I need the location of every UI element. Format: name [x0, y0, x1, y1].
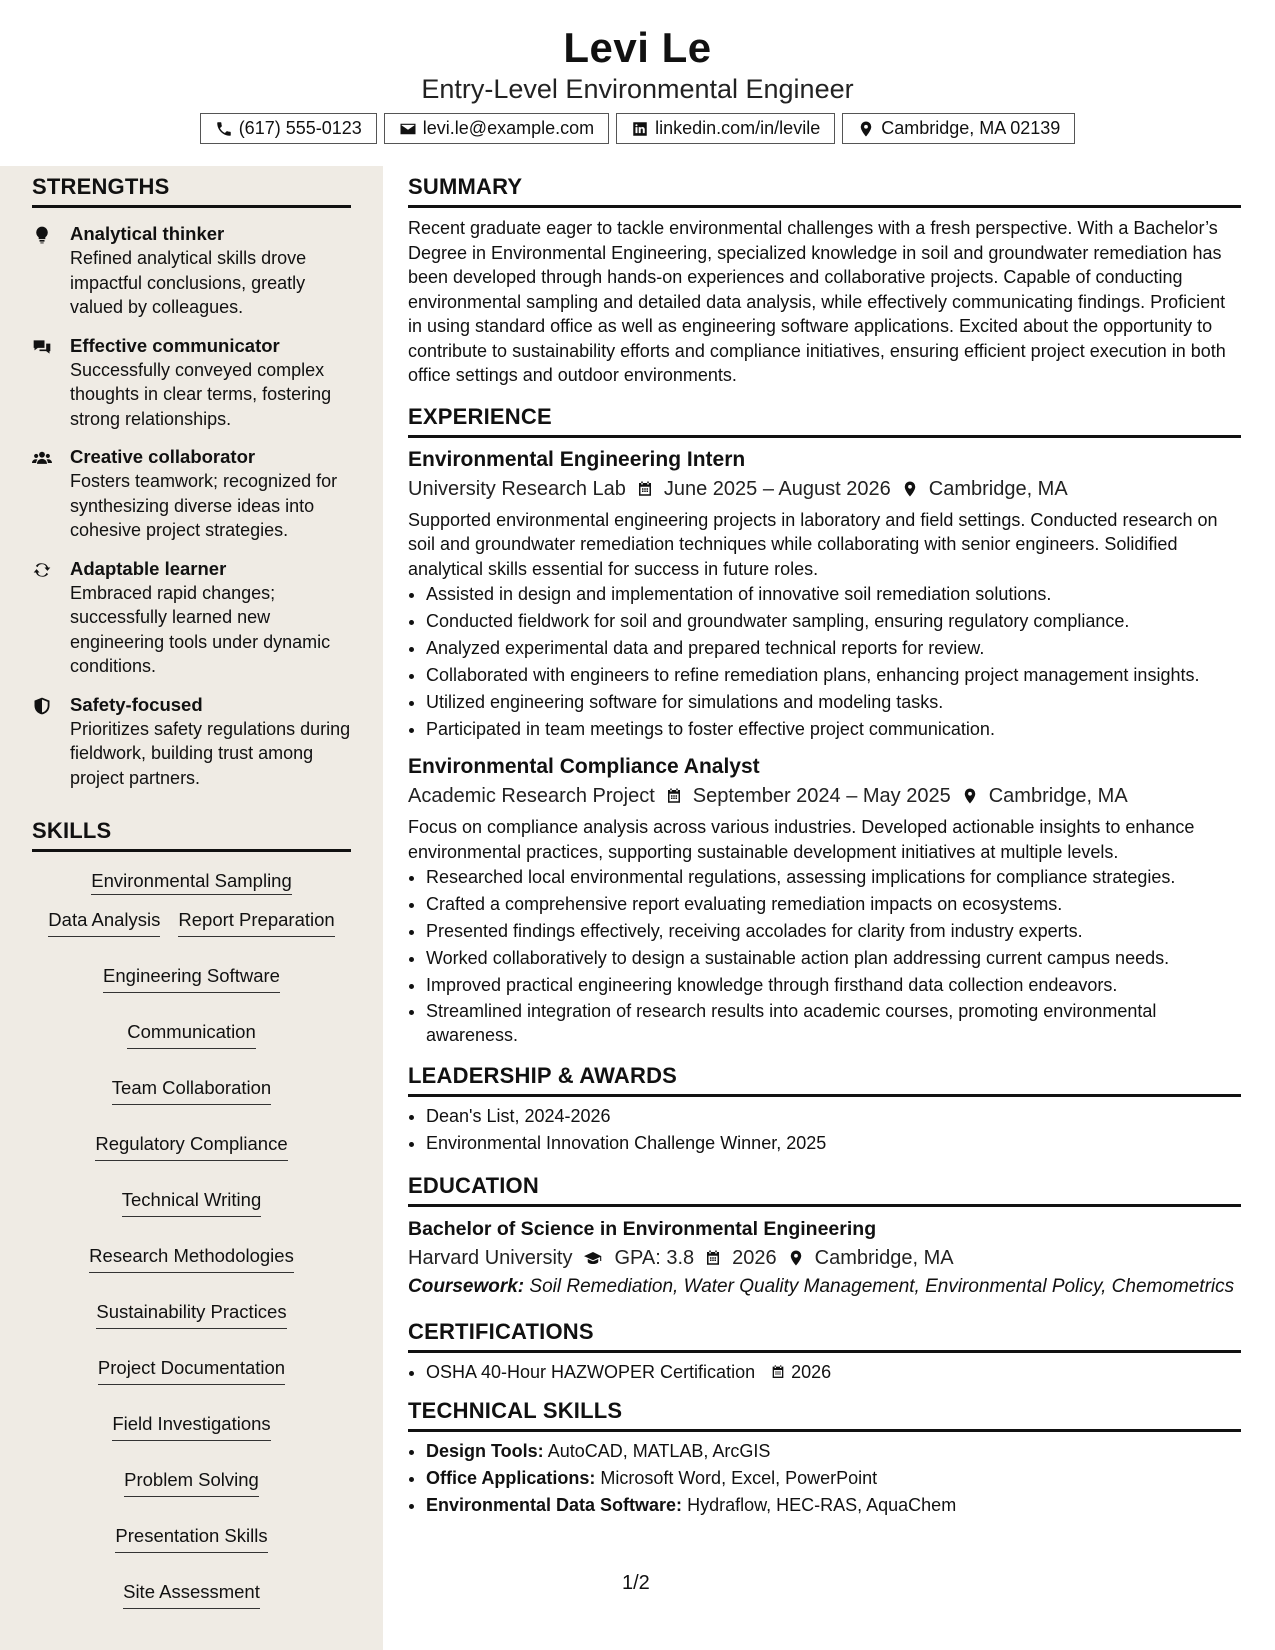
strength-title: Adaptable learner [70, 557, 227, 579]
contact-email[interactable] [384, 113, 609, 144]
contact-phone[interactable] [200, 113, 377, 144]
job-org: Academic Research Project [408, 785, 655, 807]
tech-value: AutoCAD, MATLAB, ArcGIS [547, 1441, 771, 1461]
certifications-list [408, 1359, 1241, 1386]
leadership-list [408, 1103, 1241, 1157]
list-item: • Dean's List, 2024-2026 [426, 1103, 1241, 1130]
shield-icon [32, 696, 52, 716]
strength-item [32, 693, 351, 791]
list-item: • Analyzed experimental data and prepared technical reports for review. [426, 635, 1241, 662]
envelope-icon [399, 120, 417, 138]
education-title: EDUCATION [408, 1173, 1241, 1207]
job-location: Cambridge, MA [988, 785, 1128, 807]
coursework-label: Coursework: [408, 1276, 525, 1297]
job-dates: September 2024 – May 2025 [692, 785, 951, 807]
list-item: • Presented findings effectively, receiving accolades for clarity from industry experts. [426, 918, 1241, 945]
job-bullets [408, 864, 1241, 1047]
strength-item [32, 445, 351, 543]
leadership-section [408, 1063, 1241, 1157]
contact-email-text: levi.le@example.com [422, 118, 595, 138]
skill-tag: Communication [127, 1019, 256, 1049]
skill-tag: Technical Writing [122, 1187, 262, 1217]
tech-label: Design Tools: [426, 1441, 544, 1461]
degree-title: Bachelor of Science in Environmental Engineering [408, 1218, 877, 1240]
list-item: • Crafted a comprehensive report evaluating remediation impacts on ecosystems. [426, 891, 1241, 918]
job-title: Environmental Compliance Analyst [408, 755, 760, 778]
list-item: • Researched local environmental regulations, assessing implications for compliance strategies. [426, 864, 1241, 891]
list-item: • Participated in team meetings to foster effective project communication. [426, 716, 1241, 743]
job-entry [408, 446, 1241, 744]
education-section [408, 1173, 1241, 1299]
graduation-year: 2026 [732, 1247, 777, 1269]
map-pin-icon [901, 480, 919, 498]
experience-title: EXPERIENCE [408, 404, 1241, 438]
contact-phone-text: (617) 555-0123 [238, 118, 362, 138]
tech-label: Office Applications: [426, 1468, 596, 1488]
job-meta [408, 474, 1241, 504]
skill-tag: Team Collaboration [112, 1075, 271, 1105]
leadership-title: LEADERSHIP & AWARDS [408, 1063, 1241, 1097]
strength-desc: Embraced rapid changes; successfully learned new engineering tools under dynamic conditions. [70, 582, 331, 676]
coursework-list: Soil Remediation, Water Quality Management, Environmental Policy, Chemometrics [529, 1276, 1235, 1297]
list-item: • Worked collaboratively to design a sustainable action plan addressing current campus needs. [426, 945, 1241, 972]
job-desc: Focus on compliance analysis across various industries. Developed actionable insights to enhance environmental practices, supporting sustainable development initiatives at multiple levels. [408, 817, 1195, 862]
strength-desc: Refined analytical skills drove impactful conclusions, greatly valued by colleagues. [70, 248, 307, 317]
job-org: University Research Lab [408, 477, 626, 500]
school-name: Harvard University [408, 1247, 573, 1269]
experience-section [408, 404, 1241, 1048]
list-item: • Assisted in design and implementation of innovative soil remediation solutions. [426, 581, 1241, 608]
school-location: Cambridge, MA [814, 1247, 954, 1269]
resume-header [0, 0, 1275, 166]
strength-desc: Prioritizes safety regulations during fieldwork, building trust among project partners. [70, 718, 351, 788]
list-item: • Conducted fieldwork for soil and groundwater sampling, ensuring regulatory compliance. [426, 608, 1241, 635]
summary-text: Recent graduate eager to tackle environmental challenges with a fresh perspective. With a Bachelor’s Degree in Environmental Engineering, specialized knowledge in soil and groundwater remediation has been developed through hands-on experiences and collaborative projects. Capable of conducting environmental sampling and detailed data analysis, while effectively communicating findings. Proficient in using standard office as well as engineering software applications. Excited about the opportunity to contribute to sustainability efforts and compliance initiatives, ensuring efficient project execution in both office settings and outdoor environments. [408, 218, 1226, 385]
skill-tag: Presentation Skills [115, 1523, 267, 1553]
main-content [383, 166, 1275, 1650]
list-item: • Improved practical engineering knowledge through firsthand data collection endeavors. [426, 972, 1241, 999]
strength-item [32, 222, 351, 320]
skill-tag: Sustainability Practices [96, 1299, 286, 1329]
coursework [408, 1275, 1241, 1299]
certifications-title: CERTIFICATIONS [408, 1319, 1241, 1353]
list-item: • Collaborated with engineers to refine remediation plans, enhancing project management insights. [426, 662, 1241, 689]
skills-list [32, 868, 351, 1609]
skills-title: SKILLS [32, 818, 351, 852]
skill-tag: Field Investigations [112, 1411, 270, 1441]
tech-value: Hydraflow, HEC-RAS, AquaChem [687, 1495, 957, 1515]
certifications-section [408, 1319, 1241, 1386]
skill-tag: Environmental Sampling [91, 870, 292, 895]
contact-bar [0, 113, 1275, 144]
cert-name: OSHA 40-Hour HAZWOPER Certification [426, 1362, 756, 1382]
technical-list [408, 1438, 1241, 1519]
contact-location-text: Cambridge, MA 02139 [881, 118, 1061, 138]
candidate-name: Levi Le [563, 24, 712, 71]
calendar-icon [665, 787, 683, 805]
skill-tag: Problem Solving [124, 1467, 259, 1497]
technical-skills-section [408, 1398, 1241, 1519]
calendar-icon [704, 1249, 722, 1267]
comments-icon [32, 337, 52, 357]
cert-year: 2026 [791, 1362, 832, 1382]
list-item: • Environmental Innovation Challenge Winner, 2025 [426, 1130, 1241, 1157]
education-meta [408, 1243, 1241, 1273]
calendar-icon [770, 1364, 786, 1380]
strength-desc: Fosters teamwork; recognized for synthesizing diverse ideas into cohesive project strategies. [70, 471, 338, 540]
page-number: 1/2 [622, 1572, 650, 1594]
list-item [426, 1492, 1241, 1519]
sidebar [0, 166, 383, 1650]
job-bullets [408, 581, 1241, 743]
gpa: GPA: 3.8 [614, 1247, 695, 1269]
job-meta [408, 781, 1241, 811]
sync-icon [32, 560, 52, 580]
skill-tag: Report Preparation [178, 907, 334, 937]
users-icon [32, 448, 52, 468]
map-pin-icon [787, 1249, 805, 1267]
contact-linkedin[interactable] [616, 113, 835, 144]
list-item [426, 1438, 1241, 1465]
skill-tag: Research Methodologies [89, 1243, 294, 1273]
list-item [426, 1465, 1241, 1492]
lightbulb-icon [32, 225, 52, 245]
skill-tag: Regulatory Compliance [95, 1131, 287, 1161]
list-item [426, 1359, 1241, 1386]
tech-value: Microsoft Word, Excel, PowerPoint [600, 1468, 878, 1488]
summary-section [408, 174, 1241, 388]
candidate-role: Entry-Level Environmental Engineer [421, 74, 854, 104]
map-pin-icon [857, 120, 875, 138]
strength-title: Effective communicator [70, 334, 280, 356]
map-pin-icon [961, 787, 979, 805]
strength-item [32, 557, 351, 679]
strength-title: Safety-focused [70, 693, 203, 715]
strengths-section [32, 174, 351, 1609]
job-desc: Supported environmental engineering projects in laboratory and field settings. Conducted research on soil and groundwater remediation techniques while collaborating with senior engineers. Solidified analytical skills essential for success in future roles. [408, 509, 1218, 579]
job-dates: June 2025 – August 2026 [663, 477, 891, 500]
skill-tag: Project Documentation [98, 1355, 285, 1385]
contact-linkedin-text: linkedin.com/in/levile [655, 118, 821, 138]
skill-tag: Site Assessment [123, 1579, 260, 1609]
strength-title: Creative collaborator [70, 446, 256, 467]
job-location: Cambridge, MA [928, 477, 1068, 500]
linkedin-icon [631, 120, 649, 138]
list-item: • Utilized engineering software for simulations and modeling tasks. [426, 689, 1241, 716]
strength-title: Analytical thinker [70, 223, 225, 244]
graduation-cap-icon [582, 1249, 604, 1267]
technical-title: TECHNICAL SKILLS [408, 1398, 1241, 1432]
strength-item [32, 334, 351, 432]
list-item: • Streamlined integration of research results into academic courses, promoting environmental awareness. [426, 999, 1241, 1047]
strength-desc: Successfully conveyed complex thoughts in clear terms, fostering strong relationships. [70, 359, 332, 429]
tech-label: Environmental Data Software: [426, 1495, 683, 1515]
summary-title: SUMMARY [408, 174, 1241, 208]
skill-tag: Engineering Software [103, 963, 280, 993]
contact-location[interactable] [842, 113, 1075, 144]
calendar-icon [636, 480, 654, 498]
job-entry [408, 753, 1241, 1047]
strengths-title: STRENGTHS [32, 174, 351, 208]
job-title: Environmental Engineering Intern [408, 447, 746, 471]
skill-tag: Data Analysis [48, 907, 160, 937]
phone-icon [215, 120, 233, 138]
